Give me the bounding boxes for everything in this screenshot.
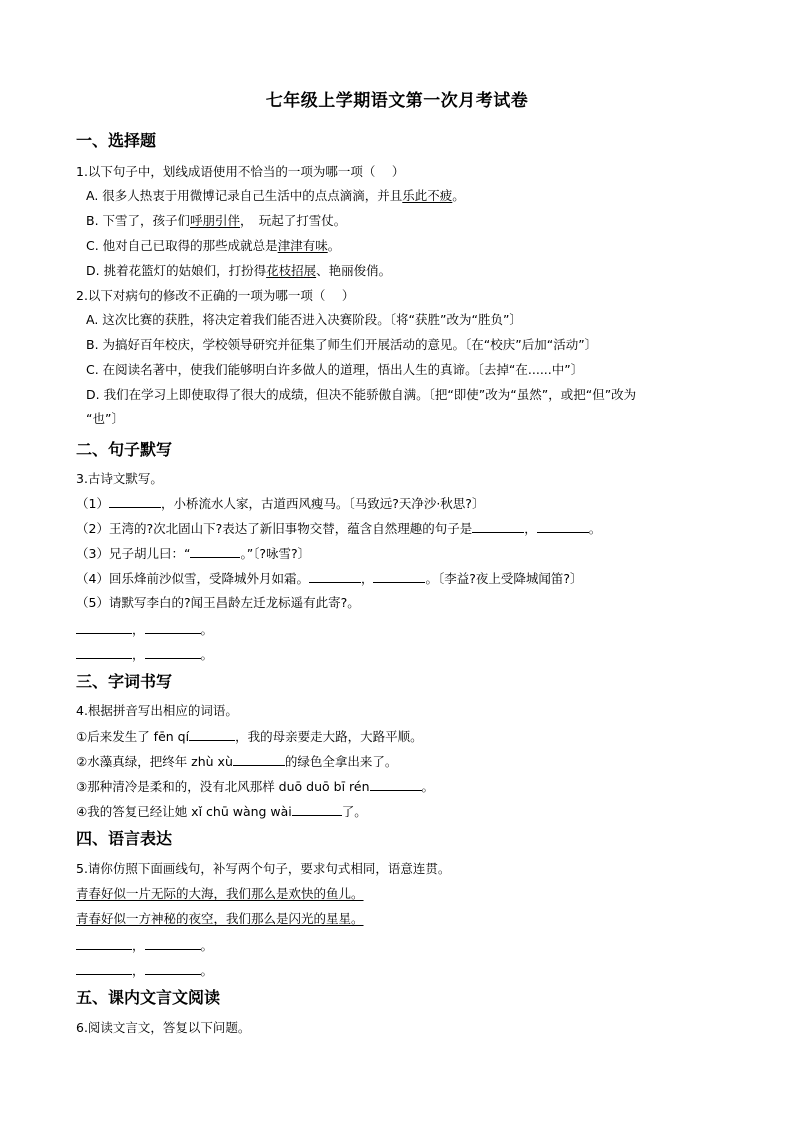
question-5-example-2: 青春好似一方神秘的夜空，我们那么是闪光的星星。 — [76, 911, 364, 926]
answer-blank[interactable] — [190, 545, 240, 558]
section-heading-3: 三、字词书写 — [76, 672, 173, 691]
answer-blank[interactable] — [472, 520, 524, 533]
answer-blank[interactable] — [145, 962, 201, 975]
question-2-option-b: B. 为搞好百年校庆，学校领导研究并征集了师生们开展活动的意见。〔在“校庆”后加“活动”〕 — [86, 337, 598, 352]
underlined-idiom: 津津有味 — [277, 238, 328, 253]
answer-blank[interactable] — [76, 962, 132, 975]
answer-blank[interactable] — [76, 937, 132, 950]
answer-blank[interactable] — [109, 495, 161, 508]
question-1-option-a: A. 很多人热衷于用微博记录自己生活中的点点滴滴，并且乐此不疲。 — [86, 188, 465, 203]
question-1-option-d: D. 挑着花篮灯的姑娘们，打扮得花枝招展、艳丽俊俏。 — [86, 263, 392, 278]
question-1-stem: 1.以下句子中，划线成语使用不恰当的一项为哪一项（ ） — [76, 164, 405, 179]
underlined-idiom: 花枝招展 — [266, 263, 317, 278]
question-3-item-3: （3）兄子胡儿曰：“ 。”〔?咏雪?〕 — [76, 546, 311, 561]
question-2-stem: 2.以下对病句的修改不正确的一项为哪一项（ ） — [76, 288, 355, 303]
question-4-item-3: ③那种清冷是柔和的，没有北风那样 duō duō bī rén 。 — [76, 779, 435, 794]
answer-blank[interactable] — [145, 937, 201, 950]
question-1-option-b: B. 下雪了，孩子们呼朋引伴， 玩起了打雪仗。 — [86, 213, 347, 228]
section-heading-5: 五、课内文言文阅读 — [76, 988, 221, 1007]
answer-line: ， 。 — [76, 621, 213, 638]
question-2-option-d-cont: “也”〕 — [86, 411, 124, 426]
question-5-example-1: 青春好似一片无际的大海，我们那么是欢快的鱼儿。 — [76, 886, 364, 901]
question-2-option-c: C. 在阅读名著中，使我们能够明白许多做人的道理，悟出人生的真谛。〔去掉“在......中”〕 — [86, 362, 584, 377]
underlined-idiom: 乐此不疲 — [402, 188, 453, 203]
question-3-stem: 3.古诗文默写。 — [76, 471, 163, 486]
answer-blank[interactable] — [537, 520, 589, 533]
question-5-stem: 5.请你仿照下面画线句，补写两个句子，要求句式相同，语意连贯。 — [76, 861, 451, 876]
answer-blank[interactable] — [76, 621, 132, 634]
answer-blank[interactable] — [189, 728, 235, 741]
question-2-option-d: D. 我们在学习上即使取得了很大的成绩，但决不能骄傲自满。〔把“即使”改为“虽然”，或把“但”改为 — [86, 387, 637, 402]
answer-blank[interactable] — [145, 621, 201, 634]
answer-blank[interactable] — [370, 778, 422, 791]
section-heading-4: 四、语言表达 — [76, 829, 173, 848]
answer-blank[interactable] — [145, 646, 201, 659]
question-6-stem: 6.阅读文言文，答复以下问题。 — [76, 1020, 251, 1035]
answer-blank[interactable] — [233, 753, 285, 766]
question-4-item-4: ④我的答复已经让她 xǐ chū wàng wài 了。 — [76, 804, 367, 819]
question-3-item-4: （4）回乐烽前沙似雪，受降城外月如霜。 ， 。〔李益?夜上受降城闻笛?〕 — [76, 571, 583, 586]
page-title: 七年级上学期语文第一次月考试卷 — [265, 91, 529, 111]
answer-blank[interactable] — [373, 570, 425, 583]
answer-blank[interactable] — [309, 570, 361, 583]
question-3-item-2: （2）王湾的?次北固山下?表达了新旧事物交替，蕴含自然理趣的句子是 ， 。 — [76, 521, 602, 536]
question-1-option-c: C. 他对自己已取得的那些成就总是津津有味。 — [86, 238, 341, 253]
underlined-idiom: 呼朋引伴 — [190, 213, 241, 228]
answer-line: ， 。 — [76, 646, 213, 663]
question-2-option-a: A. 这次比赛的获胜，将决定着我们能否进入决赛阶段。〔将“获胜”改为“胜负”〕 — [86, 312, 522, 327]
question-4-item-1: ①后来发生了 fēn qí ，我的母亲要走大路，大路平顺。 — [76, 729, 423, 744]
answer-line: ， 。 — [76, 962, 213, 979]
answer-line: ， 。 — [76, 937, 213, 954]
answer-blank[interactable] — [76, 646, 132, 659]
section-heading-1: 一、选择题 — [76, 131, 157, 150]
question-3-item-1: （1） ，小桥流水人家，古道西风瘦马。〔马致远?天净沙·秋思?〕 — [76, 496, 485, 511]
question-3-item-5: （5）请默写李白的?闻王昌龄左迁龙标遥有此寄?。 — [76, 595, 360, 610]
question-4-stem: 4.根据拼音写出相应的词语。 — [76, 703, 238, 718]
section-heading-2: 二、句子默写 — [76, 440, 173, 459]
question-4-item-2: ②水藻真绿，把终年 zhù xù 的绿色全拿出来了。 — [76, 754, 398, 769]
answer-blank[interactable] — [292, 803, 342, 816]
